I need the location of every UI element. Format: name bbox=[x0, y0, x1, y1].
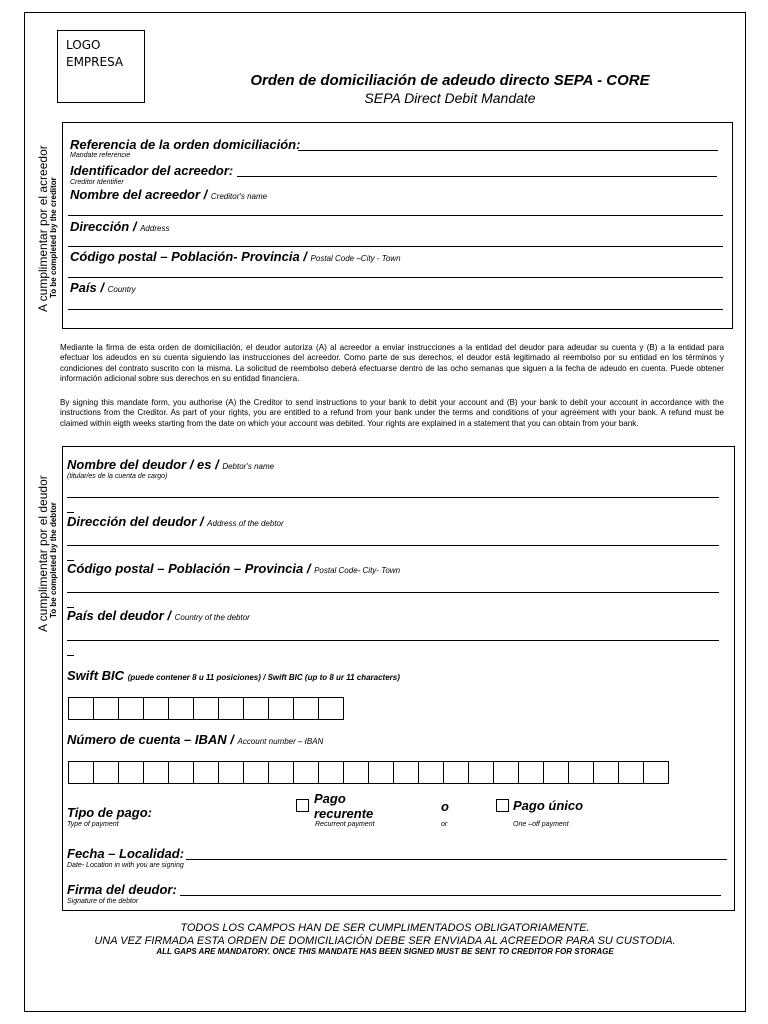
debtor-name-label-text: Nombre del deudor / es / bbox=[67, 457, 219, 472]
footer-line-2: UNA VEZ FIRMADA ESTA ORDEN DE DOMICILIACIÓN DEBE SER ENVIADA AL ACREEDOR PARA SU CUSTODIA. bbox=[94, 935, 676, 947]
debtor-name-field[interactable] bbox=[67, 497, 719, 498]
creditor-name-label-text: Nombre del acreedor / bbox=[70, 187, 208, 202]
iban-en: Account number – IBAN bbox=[237, 737, 324, 746]
single-payment-en: One –off payment bbox=[513, 821, 569, 828]
signature-label: Firma del deudor: bbox=[67, 882, 177, 897]
iban-boxes[interactable] bbox=[68, 761, 669, 784]
creditor-id-field[interactable] bbox=[237, 176, 717, 177]
recurrent-payment-en: Recurrent payment bbox=[315, 821, 375, 828]
debtor-address-en: Address of the debtor bbox=[207, 519, 284, 528]
swift-char-box[interactable] bbox=[218, 697, 244, 720]
iban-char-box[interactable] bbox=[93, 761, 119, 784]
creditor-country-field[interactable] bbox=[68, 309, 723, 310]
swift-char-box[interactable] bbox=[318, 697, 344, 720]
debtor-name-field-tail bbox=[67, 512, 74, 513]
mandate-ref-sub: Mandate referencie bbox=[70, 152, 131, 159]
mandate-ref-field[interactable] bbox=[298, 150, 718, 151]
creditor-postal-field[interactable] bbox=[68, 277, 723, 278]
payment-type-label: Tipo de pago: bbox=[67, 805, 152, 820]
iban-char-box[interactable] bbox=[368, 761, 394, 784]
swift-note: (puede contener 8 u 11 posiciones) / Swift BIC (up to 8 ur 11 characters) bbox=[127, 673, 400, 682]
creditor-name-en: Creditor's name bbox=[210, 192, 268, 201]
debtor-postal-label-text: Código postal – Población – Provincia / bbox=[67, 561, 311, 576]
debtor-name-sub: (titular/es de la cuenta de cargo) bbox=[67, 473, 168, 480]
debtor-country-field-tail bbox=[67, 655, 74, 656]
debtor-postal-field[interactable] bbox=[67, 592, 719, 593]
creditor-side-label-es: A cumplimentar por el acreedor bbox=[36, 145, 50, 312]
swift-char-box[interactable] bbox=[268, 697, 294, 720]
debtor-address-field[interactable] bbox=[67, 545, 719, 546]
footer-line-3: ALL GAPS ARE MANDATORY. ONCE THIS MANDATE HAS BEEN SIGNED MUST BE SENT TO CREDITOR FOR STORAGE bbox=[156, 947, 614, 956]
debtor-side-label-es: A cumplimentar por el deudor bbox=[36, 475, 50, 632]
creditor-id-label: Identificador del acreedor: bbox=[70, 163, 234, 178]
creditor-address-label-text: Dirección / bbox=[70, 219, 137, 234]
date-location-field[interactable] bbox=[186, 859, 727, 860]
date-location-label: Fecha – Localidad: bbox=[67, 846, 185, 861]
swift-char-box[interactable] bbox=[243, 697, 269, 720]
iban-char-box[interactable] bbox=[243, 761, 269, 784]
legal-text-es: Mediante la firma de esta orden de domiciliación, el deudor autoriza (A) al acreedor a enviar instrucciones a la entidad del deudor para adeudar su cuenta y (B) a la entidad para efectuar los adeudos en su cuenta siguiendo las instrucciones del acreedor. Como parte de sus derechos, el deudor está legitimado al reembolso por su entidad en los términos y condiciones del contrato suscrito con la misma. La solicitud de reembolso deberá efectuarse dentro de las ocho semanas que siguen a la fecha de adeudo en cuenta. Puede obtener información adicional sobre sus derechos en su entidad financiera. bbox=[60, 343, 724, 383]
iban-char-box[interactable] bbox=[443, 761, 469, 784]
swift-boxes[interactable] bbox=[68, 697, 344, 720]
iban-char-box[interactable] bbox=[568, 761, 594, 784]
iban-char-box[interactable] bbox=[218, 761, 244, 784]
iban-char-box[interactable] bbox=[643, 761, 669, 784]
iban-char-box[interactable] bbox=[318, 761, 344, 784]
or-en: or bbox=[441, 821, 448, 828]
company-logo-placeholder bbox=[57, 30, 145, 103]
iban-char-box[interactable] bbox=[543, 761, 569, 784]
footer-line-1: TODOS LOS CAMPOS HAN DE SER CUMPLIMENTADOS OBLIGATORIAMENTE. bbox=[180, 922, 590, 934]
creditor-address-en: Address bbox=[140, 224, 170, 233]
swift-char-box[interactable] bbox=[68, 697, 94, 720]
iban-char-box[interactable] bbox=[393, 761, 419, 784]
iban-char-box[interactable] bbox=[468, 761, 494, 784]
logo-line-2: EMPRESA bbox=[66, 55, 124, 69]
page-title: Orden de domiciliación de adeudo directo SEPA - CORE bbox=[250, 72, 650, 89]
swift-char-box[interactable] bbox=[143, 697, 169, 720]
iban-char-box[interactable] bbox=[418, 761, 444, 784]
creditor-side-label bbox=[36, 145, 58, 312]
creditor-country-label-text: País / bbox=[70, 280, 104, 295]
signature-sub: Signature of the debtor bbox=[67, 898, 139, 905]
swift-char-box[interactable] bbox=[193, 697, 219, 720]
swift-label bbox=[67, 668, 400, 683]
page-subtitle: SEPA Direct Debit Mandate bbox=[364, 90, 536, 106]
iban-char-box[interactable] bbox=[168, 761, 194, 784]
swift-char-box[interactable] bbox=[168, 697, 194, 720]
creditor-name-label bbox=[70, 187, 267, 202]
debtor-country-label bbox=[67, 608, 250, 623]
creditor-id-sub: Creditor Identifier bbox=[70, 179, 124, 186]
creditor-country-label bbox=[70, 280, 136, 295]
debtor-country-field[interactable] bbox=[67, 640, 719, 641]
logo-line-1: LOGO bbox=[66, 38, 101, 52]
single-payment-label: Pago único bbox=[513, 798, 584, 813]
debtor-name-label bbox=[67, 457, 274, 472]
debtor-name-en: Debtor's name bbox=[222, 462, 275, 471]
iban-char-box[interactable] bbox=[618, 761, 644, 784]
swift-label-text: Swift BIC bbox=[67, 668, 125, 683]
swift-char-box[interactable] bbox=[293, 697, 319, 720]
debtor-address-label-text: Dirección del deudor / bbox=[67, 514, 204, 529]
legal-text-en: By signing this mandate form, you authorise (A) the Creditor to send instructions to your bank to debit your account and (B) your bank to debit your account in accordance with the instructions from the Creditor. As part of your rights, you are entitled to a refund from your bank under the terms and conditions of your agreement with your bank. A refund must be claimed within eigth weeks starting from the date on which your account was debited. Your rights are explained in a statement that you can obtain from your bank. bbox=[60, 398, 724, 428]
debtor-postal-label bbox=[67, 561, 400, 576]
signature-field[interactable] bbox=[180, 895, 721, 896]
debtor-side-label-en: To be completed by the debtor bbox=[49, 502, 58, 618]
creditor-postal-label bbox=[70, 249, 401, 264]
creditor-side-label-en: To be completed by the creditor bbox=[49, 177, 58, 298]
iban-char-box[interactable] bbox=[268, 761, 294, 784]
iban-label bbox=[67, 732, 323, 747]
date-location-sub: Date- Location in with you are signing bbox=[67, 862, 184, 869]
iban-char-box[interactable] bbox=[343, 761, 369, 784]
debtor-side-label bbox=[36, 475, 58, 632]
recurrent-payment-label: Pago recurente bbox=[314, 791, 374, 821]
swift-char-box[interactable] bbox=[118, 697, 144, 720]
creditor-postal-en: Postal Code –City - Town bbox=[310, 254, 401, 263]
debtor-postal-en: Postal Code- City- Town bbox=[314, 566, 401, 575]
creditor-postal-label-text: Código postal – Población- Provincia / bbox=[70, 249, 307, 264]
creditor-address-field[interactable] bbox=[68, 246, 723, 247]
creditor-address-label bbox=[70, 219, 169, 234]
iban-char-box[interactable] bbox=[293, 761, 319, 784]
payment-type-en: Type of payment bbox=[67, 821, 119, 828]
iban-char-box[interactable] bbox=[518, 761, 544, 784]
iban-label-text: Número de cuenta – IBAN / bbox=[67, 732, 234, 747]
or-label: o bbox=[441, 799, 449, 814]
recurrent-payment-checkbox[interactable] bbox=[296, 799, 309, 812]
iban-char-box[interactable] bbox=[593, 761, 619, 784]
creditor-name-field[interactable] bbox=[68, 215, 723, 216]
iban-char-box[interactable] bbox=[193, 761, 219, 784]
swift-char-box[interactable] bbox=[93, 697, 119, 720]
creditor-country-en: Country bbox=[107, 285, 136, 294]
single-payment-checkbox[interactable] bbox=[496, 799, 509, 812]
iban-char-box[interactable] bbox=[493, 761, 519, 784]
mandate-ref-label: Referencia de la orden domiciliación: bbox=[70, 137, 301, 152]
iban-char-box[interactable] bbox=[118, 761, 144, 784]
debtor-country-label-text: País del deudor / bbox=[67, 608, 172, 623]
debtor-address-label bbox=[67, 514, 284, 529]
iban-char-box[interactable] bbox=[143, 761, 169, 784]
iban-char-box[interactable] bbox=[68, 761, 94, 784]
debtor-country-en: Country of the debtor bbox=[174, 613, 250, 622]
